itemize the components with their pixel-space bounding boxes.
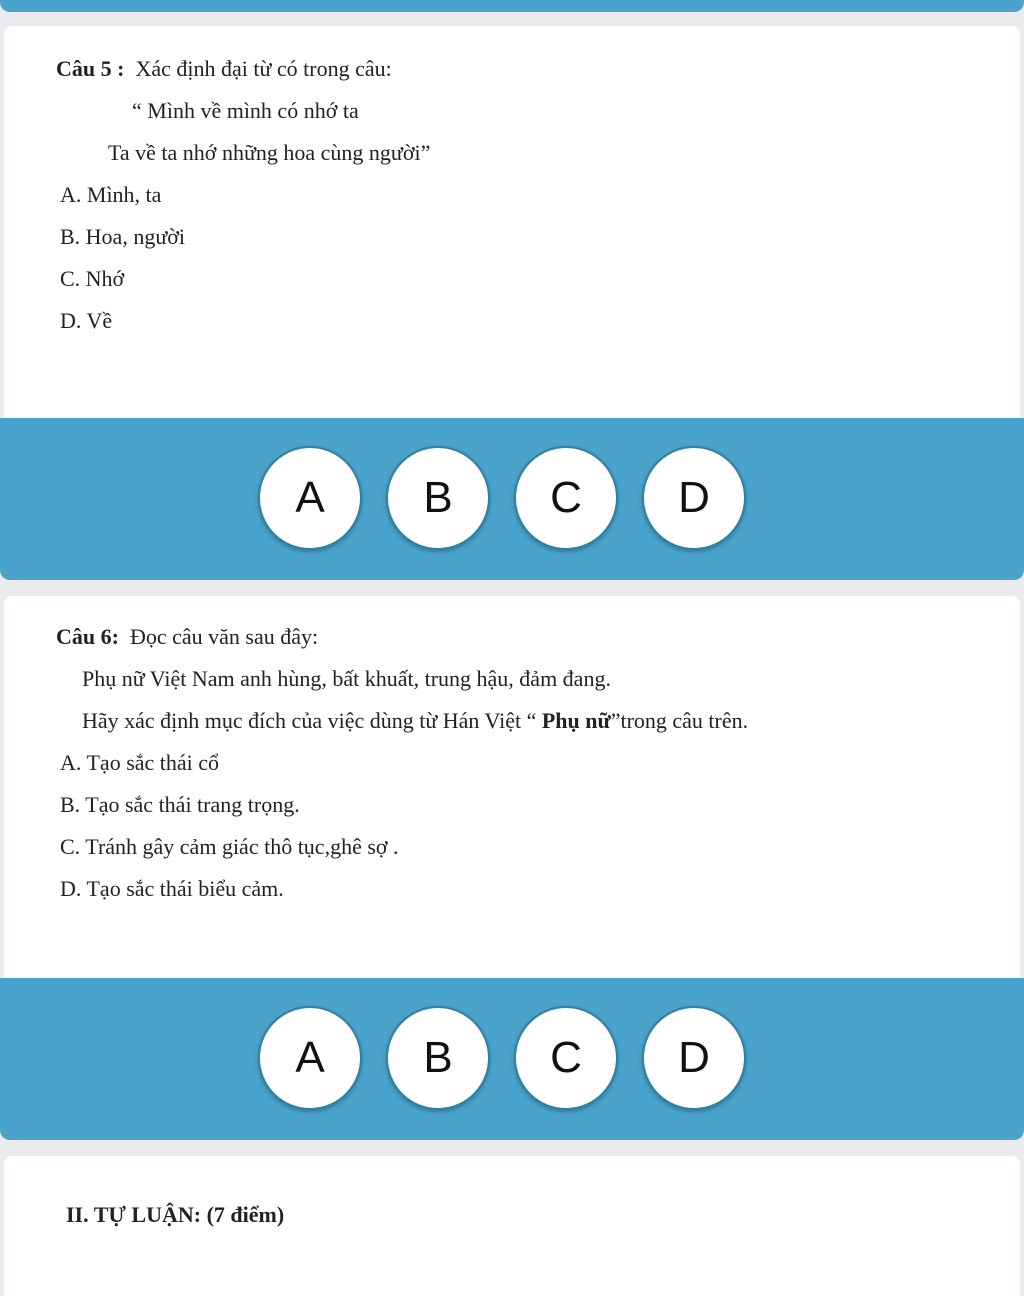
q6-label: Câu 6:	[56, 624, 119, 649]
q5-option-d: D. Về	[60, 308, 113, 333]
top-accent-strip	[0, 0, 1024, 12]
q5-poem-line-1: “ Mình về mình có nhớ ta	[132, 98, 359, 123]
q6-option-a: A. Tạo sắc thái cổ	[60, 750, 220, 775]
question-5-card	[4, 26, 1020, 418]
q6-option-c: C. Tránh gây cảm giác thô tục,ghê sợ .	[60, 834, 399, 859]
q5-option-c: C. Nhớ	[60, 266, 125, 291]
q5-option-a: A. Mình, ta	[60, 182, 162, 207]
q6-answer-bar	[0, 978, 1024, 1140]
q5-answer-b-button[interactable]: B	[386, 446, 490, 550]
q5-label: Câu 5 :	[56, 56, 125, 81]
q5-header	[56, 56, 392, 82]
q6-option-b: B. Tạo sắc thái trang trọng.	[60, 792, 300, 817]
q6-answer-c-button[interactable]: C	[514, 1006, 618, 1110]
q5-answer-c-button[interactable]: C	[514, 446, 618, 550]
q6-sentence: Phụ nữ Việt Nam anh hùng, bất khuất, trung hậu, đảm đang.	[82, 666, 611, 691]
q6-question	[82, 708, 748, 734]
q6-option-d: D. Tạo sắc thái biểu cảm.	[60, 876, 284, 901]
q6-prompt: Đọc câu văn sau đây:	[129, 624, 319, 649]
q5-answer-d-button[interactable]: D	[642, 446, 746, 550]
q6-question-pre: Hãy xác định mục đích của việc dùng từ Hán Việt “	[82, 708, 542, 733]
q6-answer-a-button[interactable]: A	[258, 1006, 362, 1110]
q5-answer-a-button[interactable]: A	[258, 446, 362, 550]
q6-answer-b-button[interactable]: B	[386, 1006, 490, 1110]
q5-option-b: B. Hoa, người	[60, 224, 185, 249]
q5-answer-bar	[0, 418, 1024, 580]
q6-header	[56, 624, 318, 650]
q5-prompt: Xác định đại từ có trong câu:	[135, 56, 392, 81]
q6-answer-d-button[interactable]: D	[642, 1006, 746, 1110]
essay-section-card	[4, 1156, 1020, 1296]
essay-title: II. TỰ LUẬN: (7 điểm)	[66, 1202, 285, 1227]
question-6-card	[4, 596, 1020, 978]
q6-question-bold: Phụ nữ	[541, 708, 611, 733]
q5-poem-line-2: Ta về ta nhớ những hoa cùng người”	[108, 140, 431, 165]
q6-question-post: ”trong câu trên.	[610, 708, 749, 733]
